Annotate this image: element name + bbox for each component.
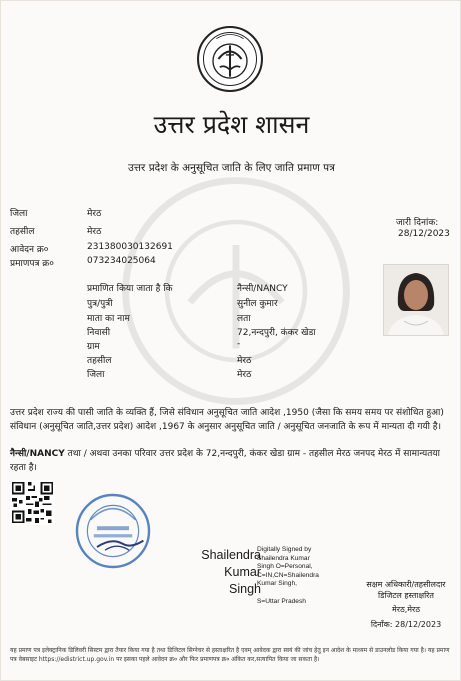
- district-value: मेरठ: [87, 209, 102, 219]
- tehsil-label: तहसील: [10, 227, 35, 237]
- digital-signature-details: [257, 546, 337, 606]
- signer-name-line: Shailendra: [201, 548, 261, 562]
- digital-signature-line: C=IN,CN=Shailendra: [257, 571, 319, 579]
- officer-digital-note: डिजिटल हस्ताक्षरित: [378, 591, 434, 600]
- certificate-no-value: 073234025064: [87, 256, 156, 266]
- detail-value: सुनील कुमार: [237, 299, 278, 309]
- digital-signature-line: Singh O=Personal,: [257, 563, 313, 571]
- detail-value: लता: [237, 314, 251, 324]
- residence-paragraph: [10, 447, 450, 475]
- issue-date-value: 28/12/2023: [398, 229, 450, 239]
- officer-date: [356, 619, 456, 630]
- signer-name-line: Kumar: [224, 565, 261, 579]
- residence-text: तथा / अथवा उनका परिवार उत्तर प्रदेश के 72,नन्दपुरी, कंकर खेडा ग्राम - तहसील मेरठ जनपद मेरठ में सामान्यतया रहता है।: [10, 449, 440, 473]
- application-no-value: 231380030132691: [87, 242, 173, 252]
- officer-date-label: दिनाँक:: [370, 620, 393, 629]
- page-subtitle: उत्तर प्रदेश के अनुसूचित जाति के लिए जाति प्रमाण पत्र: [128, 162, 335, 174]
- officer-date-value: 28/12/2023: [395, 620, 442, 629]
- signer-name-line: Singh: [229, 582, 261, 596]
- qr-code-icon: [10, 480, 55, 525]
- detail-value: मेरठ: [237, 370, 252, 380]
- signer-name: [181, 547, 261, 598]
- office-stamp-icon: [73, 491, 153, 571]
- tehsil-value: मेरठ: [87, 227, 102, 237]
- detail-value: -: [237, 339, 241, 349]
- district-label: जिला: [10, 209, 28, 219]
- footer-note: यह प्रमाण पत्र इलेक्ट्रानिक डिलिवरी सिस्टम द्वारा तैयार किया गया है तथा डिजिटल सिग्नेचर से हस्ताक्षरित है एवम् आवेदक द्वारा स्वयं की जांच हेतु इन आदेश के माध्यम से डाउनलोड किया गया है। यह प्रमाण पत्र वेबसाइट https://edistrict.up.gov.in पर इसका पहले आवेदन क्र० और फिर प्रमाणपत्र क्र० अंकित कर,सत्यापित किया जा सकता है।: [10, 647, 450, 663]
- digital-signature-line: Digitally Signed by: [257, 546, 312, 553]
- digital-signature-line: Shailendra Kumar: [257, 554, 310, 562]
- up-emblem-icon: [196, 25, 264, 93]
- application-no-label: आवेदन क्र०: [10, 245, 49, 255]
- page-title: उत्तर प्रदेश शासन: [153, 110, 310, 139]
- detail-label: प्रमाणित किया जाता है कि: [87, 284, 173, 294]
- digital-signature-line: [257, 589, 337, 598]
- detail-value: मेरठ: [237, 356, 252, 366]
- certification-paragraph: उत्तर प्रदेश राज्य की पासी जाति के व्यक्ति हैं, जिसे संविधान अनुसूचित जाति आदेश ,1950 (जैसा कि समय समय पर संशोधित हुआ) संविधान (अनुसूचित जाति,उत्तर प्रदेश) आदेश ,1967 के अनुसार अनुसूचित जाति / अनुसूचित जनजाति के रूप में मान्यता दी गयी है।: [10, 408, 444, 432]
- applicant-name-bold: नैन्सी/NANCY: [10, 449, 65, 459]
- certificate-no-label: प्रमाणपत्र क्र०: [10, 259, 54, 269]
- digital-signature-line: S=Uttar Pradesh: [257, 597, 306, 605]
- detail-label: निवासी: [87, 328, 111, 338]
- applicant-photo: [383, 264, 449, 336]
- detail-label: जिला: [87, 370, 105, 380]
- issue-date-label: जारी दिनांक:: [396, 218, 439, 228]
- detail-value: नैन्सी/NANCY: [237, 284, 288, 294]
- detail-label: तहसील: [87, 356, 112, 366]
- detail-value: 72,नन्दपुरी, कंकर खेडा: [237, 328, 316, 338]
- officer-location: मेरठ,मेरठ: [392, 605, 420, 614]
- detail-label: माता का नाम: [87, 314, 130, 324]
- digital-signature-line: Kumar Singh,: [257, 580, 297, 588]
- detail-label: ग्राम: [87, 342, 100, 352]
- officer-title: सक्षम अधिकारी/तहसीलदार: [366, 580, 446, 589]
- detail-label: पुत्र/पुत्री: [87, 299, 113, 309]
